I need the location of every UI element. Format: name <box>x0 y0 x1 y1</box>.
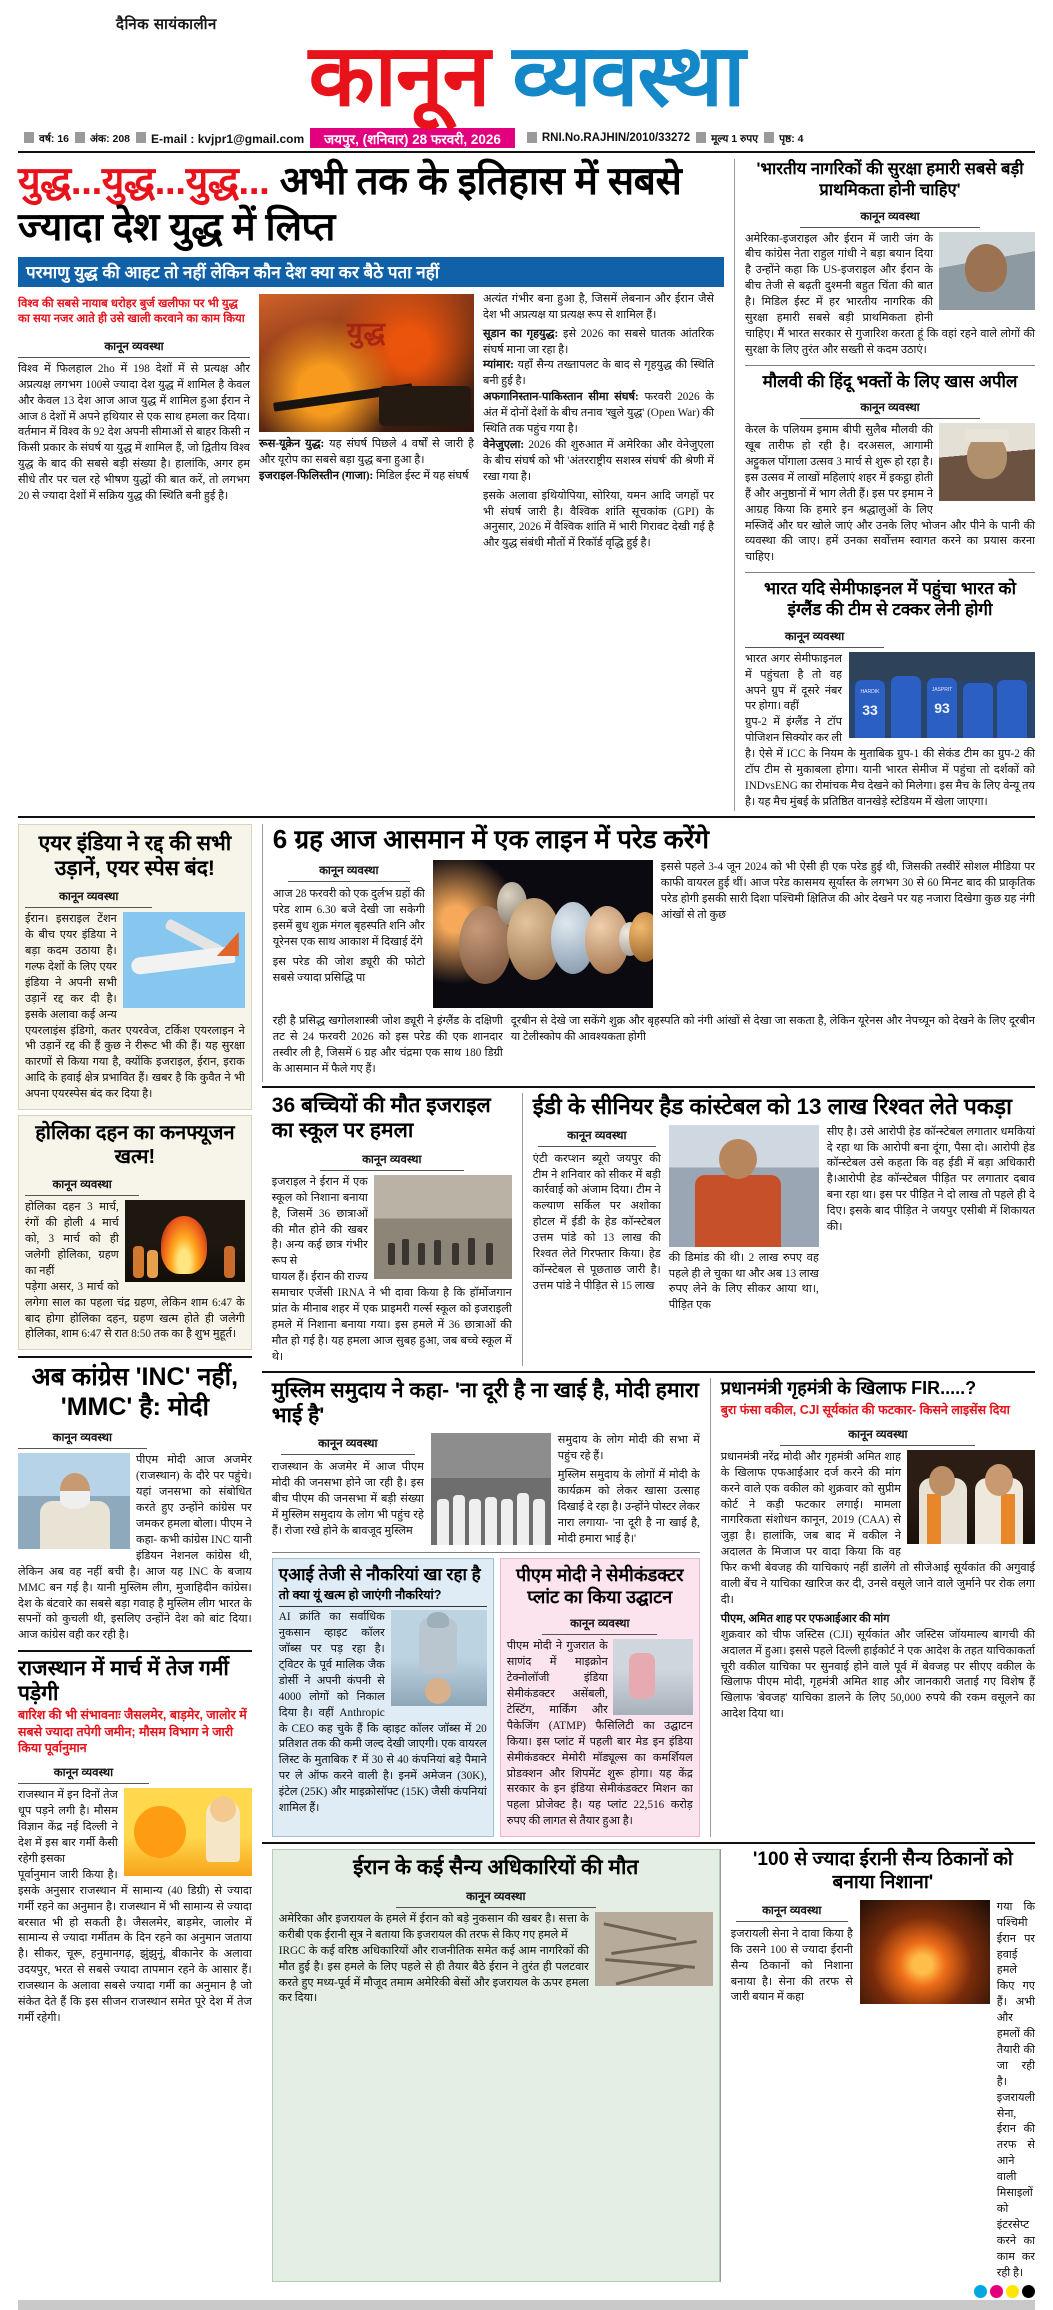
story-semiconductor-plant <box>500 1558 700 1837</box>
bonfire-flame-shape <box>161 1216 207 1274</box>
fir-subtext: पीएम, अमित शाह पर एफआईआर की मांग <box>720 1612 890 1625</box>
byline: कानून व्यवस्था <box>25 886 152 908</box>
jersey-name-label: JASPRIT <box>931 686 953 693</box>
modi-shah-photo <box>907 1450 1035 1544</box>
cmyk-dot-cyan <box>974 2285 987 2298</box>
left-column-zone-two <box>18 824 262 2282</box>
iranofficers-headline: ईरान के कई सैन्य अधिकारियों की मौत <box>353 1856 639 1880</box>
lead-subbar: परमाणु युद्ध की आहट तो नहीं लेकिन कौन देश क्या कर बैठे पता नहीं <box>18 257 724 287</box>
iranofficers-text-2: IRGC के कई वरिष्ठ अधिकारियों और राजनीतिक समेत कई आम नागरिकों की मौत हुई है। इस हमले के लिए पहले से ही तैयार बैठे ईरान ने तुरंत ही पलटवार करते हुए मध्य-पूर्व में मौजूद तमाम अमेरिकी बेसों और इजरायल के ऊपर हमला कर दिया। <box>278 1944 589 2005</box>
muslim-text-2b: मुस्लिम समुदाय के लोगों में मोदी के कार्यक्रम को लेकर खासा उत्साह दिखाई दे रहा है। उन्होंने पोस्टर लेकर नारा लगाया- 'ना दूरी है ना खाई है, मोदी हमारा भाई है।' <box>557 1468 700 1545</box>
lead-col1-text: विश्व में फिलहाल 2ho में 198 देशों में से प्रत्यक्ष और अप्रत्यक्ष लगभग 100से ज्यादा देश युद्ध में शामिल है केवल और केवल 13 देश आज आज युद्ध में शामिल हुआ ईरान ने आज 8 देशों में अपने हथियार से एक साथ हमला कर दिया। वर्तमान में विश्व के 92 देश अपनी सीमाओं से बाहर किसी न किसी प्रकार के संघर्ष या युद्ध में शामिल हैं, जो द्वितीय विश्व युद्ध के बाद की सबसे बड़ी संख्या है। हालांकि, अगर हम सीधे तौर पर चल रहे भीषण युद्धों की बात करें, तो लगभग 20 से ज्यादा देशों में सक्रिय युद्ध की स्थिति बनी हुई है। <box>18 362 250 503</box>
byline: कानून व्यवस्था <box>18 1427 147 1449</box>
lead-story <box>18 159 734 810</box>
dateline: जयपुर, (शनिवार) 28 फरवरी, 2026 <box>310 128 515 148</box>
cartoon-head-shape <box>210 1796 236 1822</box>
school-text-2: घायल हैं। ईरान की राज्य समाचार एजेंसी IRNA ने भी दावा किया है कि हॉर्मोजगान प्रांत के मीनाब शहर में एक प्राइमरी गर्ल्स स्कूल को इजराइली हमले में निशाना बनाया गया। इस हमले में 36 छात्राओं की मौत हो गई है। यह हमला आज सुबह हुआ, जब बच्चे स्कूल में थे। <box>271 1271 512 1363</box>
ed-text-3: सीए है। उसे आरोपी हेड कॉन्स्टेबल लगातार धमकियां दे रहा था कि आरोपी बना दूंगा, पैसा दो। आरोपी हेड कॉन्स्टेबल उसे कहता कि वह ईडी में बड़ा अधिकारी है।आरोपी हेड कॉन्स्टेबल पीड़ित पर लगातार दबाव बना रहा था। इस पर पीड़ित ने दो लाख तो पहले ही दे दिए। इसके बाद पीड़ित ने जयपुर एसीबी में शिकायत की। <box>826 1125 1035 1234</box>
lead-column-1 <box>18 292 250 553</box>
lead-col2-title-1: रूस-यूक्रेन युद्ध: <box>259 437 325 450</box>
bottom-bar <box>18 2300 1035 2310</box>
ed-column-2 <box>669 1125 819 1315</box>
byline: कानून व्यवस्था <box>780 1424 975 1446</box>
strike-headline: '100 से ज्यादा ईरानी सैन्य ठिकानों को बनाया निशाना' <box>752 1849 1013 1893</box>
story-muslim-community <box>272 1378 700 1548</box>
fir-subhead: बुरा फंसा वकील, CJI सूर्यकांत की फटकार- किसने लाइसेंस दिया <box>720 1402 1010 1417</box>
ai-subhead: तो क्या यूं खत्म हो जाएंगी नौकरियां? <box>278 1588 442 1603</box>
ai-robot-photo <box>391 1610 487 1706</box>
maulvi-text: केरल के पलियम इमाम बीपी सुलैब मौलवी की खूब तारीफ हो रही है। दरअसल, आगामी अट्टुकल पोंगाला उत्सव 3 मार्च से शुरू हो रहा है। इस उत्सव में लाखों महिलाएं शहर में इकट्ठा होती हैं और अनुष्ठानों में भाग लेती हैं। इस पर इमाम ने आग्रह किया कि हमारे इन श्रद्धालुओं के लिए मस्जिदें और घर खोले जाएं और उनके लिए भोजन और पीने के पानी की व्यवस्था की जाए। हमें उनका सर्वोत्तम स्वागत करने का प्रयास करना चाहिए। <box>745 424 1035 564</box>
lead-col3-items <box>483 327 714 486</box>
planets-text-2: इससे पहले 3-4 जून 2024 को भी ऐसी ही एक परेड हुई थी, जिसकी तस्वीरें सोशल मीडिया पर काफी वायरल हुई थीं। आज परेड कासमय सूर्यास्त के लगभग 30 से 60 मिनट बाद की प्राकृतिक परेड होगी इसकी सारी दिशा पश्चिमी क्षितिज की ओर देखने पर यह नजारा दिखेगा कुछ ग्रह नंगी आंखों से तो कुछ <box>660 860 1035 921</box>
sudan-text: इसे 2026 का सबसे घातक आंतरिक संघर्ष माना जा रहा है। <box>483 327 714 356</box>
afghan-pak-label: अफगानिस्तान-पाकिस्तान सीमा संघर्ष: <box>483 391 639 404</box>
afghan-pak-text: फरवरी 2026 के अंत में दोनों देशों के बीच तनाव 'खुले युद्ध' (Open War) की स्थिति तक पहुंच गया है। <box>483 391 714 436</box>
lead-headline-red: युद्ध...युद्ध...युद्ध... <box>18 160 270 204</box>
planets-text-2b: दूरबीन से देखे जा सकेंगे शुक्र और बृहस्पति को नंगी आंखों से देखा जा सकता है, लेकिन यूरेनस और नेपच्यून को देखने के लिए दूरबीन या टेलीस्कोप की आवश्यकता होगी <box>510 1014 1035 1043</box>
planet-parade-photo <box>433 860 653 1008</box>
planets-text-1b: इस परेड की जोश ड्यूरी की फोटो सबसे ज्यादा प्रसिद्धि पा <box>272 955 425 984</box>
worker-shape <box>629 1653 655 1699</box>
info-bar <box>18 128 1035 148</box>
cmyk-dot-black <box>1022 2285 1035 2298</box>
byline: कानून व्यवस्था <box>800 397 980 419</box>
logo-word-vyavastha: व्यवस्था <box>512 28 745 124</box>
airindia-headline: एयर इंडिया ने रद्द की सभी उड़ानें, एयर स्पेस बंद! <box>38 831 232 880</box>
byline: कानून व्यवस्था <box>542 1613 657 1635</box>
lead-col2-title-2: इजराइल-फिलिस्तीन (गाजा): <box>259 469 374 482</box>
maulvi-headline: मौलवी की हिंदू भक्तों के लिए खास अपील <box>762 371 1018 391</box>
ed-column-3 <box>827 1125 1035 1315</box>
iran-strike-fire-photo <box>860 1900 990 2004</box>
byline: कानून व्यवस्था <box>396 1886 596 1908</box>
school-attack-photo <box>374 1175 512 1279</box>
muslim-column-1 <box>272 1433 424 1547</box>
story-iran-officers-killed <box>272 1849 720 2281</box>
myanmar-text: यहाँ सैन्य तख्तापलट के बाद से गृहयुद्ध की स्थिति बनी हुई है। <box>483 359 714 388</box>
air-india-plane-photo <box>123 912 245 1008</box>
lead-col2-body-1: यह संघर्ष पिछले 4 वर्षों से जारी है और यूरोप का सबसे बड़ा युद्ध बना हुआ है। <box>259 437 474 466</box>
holika-text-2: पड़ेगा असर, 3 मार्च को लगेगा साल का पहला चंद्र ग्रहण, लेकिन शाम 6:47 के बाद होगा होलिका दहन, ग्रहण खत्म होते ही जलेगी होलिका, शाम 6:47 से रात 8:50 तक का है शुभ मुहूर्त। <box>25 1280 245 1341</box>
heat-text-1: राजस्थान में इन दिनों तेज धूप पड़ने लगी है। मौसम विज्ञान केंद्र नई दिल्ली ने देश में इस बार गर्मी कैसी रहेगी इसका <box>18 1789 118 1865</box>
sun-icon <box>134 1806 186 1858</box>
story-inc-mmc <box>18 1362 252 1644</box>
ed-accused-photo <box>669 1125 819 1247</box>
story-rajasthan-heat <box>18 1656 252 2027</box>
human-face-shape <box>425 1678 451 1704</box>
war-debris-photo <box>595 1912 713 1986</box>
square-bullet-icon <box>24 132 34 143</box>
zone-four <box>262 1378 1035 1838</box>
heat-subhead: बारिश की भी संभावनाः जैसलमेर, बाड़मेर, जालोर में सबसे ज्यादा तपेगी जमीन; मौसम विभाग ने जारी किया पूर्वानुमान <box>18 1707 247 1756</box>
ed-text-1: एंटी करप्शन ब्यूरो जयपुर की टीम ने शनिवार को सीकर में बड़ी कार्रवाई को अंजाम दिया। टीम ने कल्याण सर्किल पर अशोका होटल में ईडी के हेड कॉन्स्टेबल उत्तम पांडे को 13 लाख की रिश्वत लेते गिरफ्तार किया। हेड कॉन्स्टेबल से पूछताछ जारी है। उत्तम पांडे ने पीड़ित से 15 लाख <box>532 1152 661 1292</box>
issue-number: अंक: 208 <box>90 133 131 146</box>
shawl-shape <box>1001 1494 1015 1544</box>
right-sidebar-top <box>734 159 1035 810</box>
tank-body-shape <box>379 386 471 426</box>
byline: कानून व्यवस्था <box>18 1762 149 1784</box>
byline: कानून व्यवस्था <box>320 1149 464 1171</box>
strike-text-1: इजरायली सेना ने दावा किया है कि उसने 100 से ज्यादा ईरानी सैन्य ठिकानों को निशाना बनाया है। सेना की तरफ से जारी बयान में कहा <box>730 1927 853 2004</box>
heat-text-2: पूर्वानुमान जारी किया है। इसके अनुसार राजस्थान में सामान्य (40 डिग्री) से ज्यादा गर्मी रहने का अनुमान है। राजस्थान में भी सामान्य से ज्यादा बरसात भी हो सकती है। जैसलमेर, बाड़मेर, जालोर में सामान्य से ज्यादा गर्मीतम के दिन रहने का अनुमान जताया है। सीकर, चूरू, हनुमानगढ़, झुंझुनूं, बीकानेर के अलावा उदयपुर, भरत से सबसे ज्यादा तापमान रहने के आसार हैं। राजस्थान के अलावा सबसे ज्यादा गर्मी का अनुमान है जो संकेत देते हैं कि इस सीजन राजस्थान समेत पूरे देश में तेज गर्मी रहेगी। <box>18 1868 252 2024</box>
person-silhouette <box>147 1250 158 1278</box>
lead-col3-closing: इसके अलावा इथियोपिया, सोरिया, यमन आदि जगहों पर भी संघर्ष जारी है। वैश्विक शांति सूचकांक (GPI) के अनुसार, 2026 में वैश्विक शांति में भारी गिरावट देखी गई है और युद्ध संबंधी मौतों में रिकॉर्ड वृद्धि हुई है। <box>483 489 714 550</box>
square-bullet-icon <box>527 132 537 143</box>
cmyk-dot-yellow <box>1006 2285 1019 2298</box>
jersey-number-label: 93 <box>934 699 950 716</box>
cmyk-registration-marks <box>18 2282 1035 2298</box>
story-ed-constable-bribe <box>522 1093 1035 1366</box>
zone-four-boxes <box>272 1558 700 1837</box>
fir-text-2: शुक्रवार को चीफ जस्टिस (CJI) सूर्यकांत और जस्टिस जॉयमाल्य बागची की अदालत में हुआ। इससे पहले दिल्ली हाईकोर्ट ने एक आदेश के तहत याचिकाकर्ता चूरी वकील याचिका पर सुनवाई होने वाले पूर्व में बेवजह पर सीएए वकील के खिलाफ पीएम मोदी, गृहमंत्री अमित शाह और जानकारी जताई गए विशेष हैं खिलाफ 'बेवजह' याचिका डालने के लिए 50,000 रुपये की रकम वसूलने का आदेश दिया था। <box>720 1628 1035 1721</box>
story-fir-pm-hm <box>710 1378 1035 1838</box>
head-shape <box>985 1464 1013 1496</box>
vest-shape <box>695 1175 781 1247</box>
masthead-kicker: दैनिक सायंकालीन <box>116 16 217 33</box>
fir-text-1: प्रधानमंत्री नरेंद्र मोदी और गृहमंत्री अमित शाह के खिलाफ एफआईआर दर्ज करने की मांग करने वाले एक वकील को शुक्रवार को सुप्रीम कोर्ट ने कड़ी फटकार लगाई। मामला नागरिकता संशोधन कानून, 2019 (CAA) से जुड़ा है। हालांकि, जब बाद में वकील ने अदालत के मिजाज पर वादा किया कि वह फिर कभी बेवजह की याचिकाएं नहीं डालेंगे तो सीजेआई सूर्यकांत की अगुवाई वाली बेंच ने याचिका खारिज कर दी, उनसे वसूले जाने वाले जुर्माने पर रोक लगा दी। <box>720 1450 1036 1606</box>
head-shape <box>719 1139 757 1179</box>
byline: कानून व्यवस्था <box>281 1433 415 1455</box>
semiconductor-text: पीएम मोदी ने गुजरात के साणंद में माइक्रोन टेक्नोलॉजी इंडिया सेमीकंडक्टर असेंबली, टेस्टिंग, मार्किंग और पैकेजिंग (ATMP) फैसिलिटी का उद्घाटन किया। इस प्लांट में पहली बार मेड इन इंडिया सेमीकंडक्टर मेमोरी मॉड्यूल्स का कमर्शियल प्रोडक्शन और शिपमेंट शुरू होगा। यह केंद्र सरकार के इन इंडिया सेमीकंडक्टर मिशन का पहला प्रोजेक्ट है। यह प्लांट 22,516 करोड़ रुपए की लागत से तैयार हुआ है। <box>506 1640 693 1828</box>
byline: कानून व्यवस्था <box>288 860 410 882</box>
sudan-label: सूडान का गृहयुद्ध: <box>483 327 559 340</box>
iranofficers-text-1: अमेरिका और इजरायल के हमले में ईरान को बड़े नुकसान की खबर है। सत्ता के करीबी एक ईरानी सूत्र ने बताया कि इजरायल की तरफ से किए गए हमले में <box>278 1912 589 1941</box>
muslim-column-2 <box>558 1433 700 1547</box>
ed-text-2: की डिमांड की थी। 2 लाख रुपए वह पहले ही ले चुका था और अब 13 लाख रुपए लेने के लिए सीकर आया था।, पीड़ित एक <box>668 1251 819 1312</box>
lead-kicker-red: विश्व की सबसे नायाब धरोहर बुर्ज खलीफा पर भी युद्ध का सया नजर आते ही उसे खाली करवाने का काम किया <box>18 297 245 326</box>
inc-headline: अब कांग्रेस 'INC' नहीं, 'MMC' है: मोदी <box>31 1363 239 1422</box>
story-school-attack <box>262 1093 522 1366</box>
square-bullet-icon <box>764 132 774 143</box>
semiconductor-headline: पीएम मोदी ने सेमीकंडक्टर प्लांट का किया उद्घाटन <box>515 1565 684 1608</box>
price: मूल्य 1 रुपए <box>711 133 759 146</box>
person-silhouette <box>224 1246 235 1278</box>
byline: कानून व्यवस्था <box>538 1125 656 1147</box>
holika-bonfire-photo <box>125 1200 245 1282</box>
lead-zone <box>18 159 1035 810</box>
lead-headline <box>18 159 724 249</box>
lead-col3-intro: अत्यंत गंभीर बना हुआ है, जिसमें लेबनान और ईरान जैसे देश भी अप्रत्यक्ष या प्रत्यक्ष रूप से शामिल हैं। <box>483 292 714 321</box>
inc-text: पीएम मोदी आज अजमेर (राजस्थान) के दौरे पर पहुंचे। यहां जनसभा को संबोधित करते हुए उन्होंने कांग्रेस पर जमकर हमला बोला। पीएम ने कहा- कभी कांग्रेस INC यानी इंडियन नेशनल कांग्रेस थी, लेकिन अब वह नहीं बची है। आज यह INC के बजाय MMC बन गई है। यानी मुस्लिम लीग, मुजाहिदीन कांग्रेस। देश के बंटवारे का सबसे बड़ा गवाह है मुस्लिम लीग भारत के सपनों को कुचली थी, इसलिए उन्होंने देश को बांट दिया। आज कांग्रेस वही कर रही है। <box>18 1454 252 1642</box>
shawl-shape <box>927 1494 941 1544</box>
square-bullet-icon <box>136 132 146 143</box>
story-ai-jobs <box>272 1558 494 1837</box>
strike-column-2 <box>997 1900 1035 2282</box>
ed-headline: ईडी के सीनियर हैड कांस्टेबल को 13 लाख रिश्वत लेते पकड़ा <box>532 1093 1012 1119</box>
masthead-logo <box>18 28 1035 124</box>
ed-column-1 <box>533 1125 661 1315</box>
muslim-headline: मुस्लिम समुदाय ने कहा- 'ना दूरी है ना खाई है, मोदी हमारा भाई है' <box>271 1378 699 1427</box>
maulvi-photo <box>939 423 1035 501</box>
holika-headline: होलिका दहन का कनफ्यूजन खत्म! <box>35 1122 235 1168</box>
story-planet-parade <box>262 824 1035 1082</box>
cmyk-dot-magenta <box>990 2285 1003 2298</box>
square-bullet-icon <box>696 132 706 143</box>
byline: कानून व्यवस्था <box>736 1900 848 1922</box>
school-headline: 36 बच्चियों की मौत इजराइल का स्कूल पर हमला <box>271 1093 491 1143</box>
story-rahul-gandhi <box>745 159 1035 359</box>
rahul-gandhi-photo <box>939 232 1035 310</box>
cricket-headline: भारत यदि सेमीफाइनल में पहुंचा भारत को इंग्लैंड की टीम से टक्कर लेनी होगी <box>763 579 1016 620</box>
semiconductor-plant-photo <box>613 1639 693 1715</box>
lead-col2-body-2: मिडिल ईस्ट में यह संघर्ष <box>376 469 469 482</box>
ai-text: AI क्रांति का सर्वाधिक नुकसान व्हाइट कॉलर जॉब्स पर पड़ रहा है। ट्विटर के पूर्व मालिक जैक डोर्सी ने अपनी कंपनी से 4000 लोगों को निकाल दिया है। वहीं Anthropic के CEO कह चुके हैं कि व्हाइट कॉलर जॉब्स में 20 प्रतिशत तक की कमी जल्द देखी जाएगी। एक वायरल लिस्ट के मुताबिक ₹ में 30 से 40 कंपनियां बड़े पैमाने पर ले ऑफ करने वाली है। इनमें अमेजन (30K), इंटेल (25K) और माइक्रोसॉफ्ट (15K) जैसी कंपनियां शामिल हैं। <box>278 1611 487 1815</box>
byline: कानून व्यवस्था <box>745 626 884 648</box>
planets-column-1 <box>273 860 425 1012</box>
airindia-text: ईरान। इसराइल टेंशन के बीच एयर इंडिया ने बड़ा कदम उठाया है। गल्फ देशों के लिए एयर इंडिया ने अपनी सभी उड़ानें रद्द कर दी है। इसके अलावा कई अन्य एयरलाइंस इंडिगो, कतर एयरवेज, टर्किश एयरलाइन ने भी उड़ानें रद्द की हैं कुछ ने रीरूट भी की हैं। यह सुरक्षा कारणों से किया गया है, क्योंकि इजराइल, ईरान, इराक आदि के हवाई क्षेत्र प्रभावित हैं। खबर है कि कुवैत ने भी अपना एयरस्पेस बंद कर दिया है। <box>25 913 245 1101</box>
holika-text-1: होलिका दहन 3 मार्च, रंगों की होली 4 मार्च को, 3 मार्च को ही जलेगी होलिका, ग्रहण का नहीं <box>25 1201 119 1277</box>
head-shape <box>929 1466 955 1496</box>
photo-watermark: युद्ध <box>346 316 387 347</box>
page-count: पृष्ठ: 4 <box>779 133 804 146</box>
venezuela-label: वेनेजुएला: <box>483 438 525 451</box>
venezuela-text: 2026 की शुरुआत में अमेरिका और वेनेजुएला के बीच संघर्ष को भी 'अंतरराष्ट्रीय सशस्त्र संघर्ष' की श्रेणी में रखा गया है। <box>483 438 714 483</box>
planets-column-2 <box>661 860 1035 1012</box>
byline: कानून व्यवस्था <box>18 336 250 358</box>
strike-column-1 <box>731 1900 853 2282</box>
lead-headline-black: अभी तक के इतिहास में सबसे ज्यादा देश युद्ध में लिप्त <box>18 160 682 249</box>
jersey-name-label: HARDIK <box>860 688 880 695</box>
cricket-text-2: ग्रुप-2 में इंग्लैंड ने टॉप पोजिशन सिक्योर कर ली है। ऐसे में ICC के नियम के मुताबिक ग्रुप-1 की सेकंड टीम का ग्रुप-2 की टॉप टीम से मुकाबला होगा। यानी भारत सेमीज में पहुंचा तो दर्शकों को INDvsENG का रोमांचक मैच देखने को मिलेगा। इस मैच के लिए वेन्यू तय है। यह मैच मुंबई के प्रतिष्ठित वानखेड़े स्टेडियम में खेला जाएगा। <box>745 716 1035 808</box>
issue-year: वर्ष: 16 <box>39 133 69 146</box>
person-silhouette <box>133 1246 144 1278</box>
masthead <box>18 8 1035 124</box>
jersey-number-label: 33 <box>862 701 878 718</box>
myanmar-label: म्यांमार: <box>483 359 514 372</box>
ai-headline: एआई तेजी से नौकरियां खा रहा है <box>278 1565 481 1585</box>
planets-headline: 6 ग्रह आज आसमान में एक लाइन में परेड करेंगे <box>272 823 709 854</box>
planets-text-1: आज 28 फरवरी को एक दुर्लभ ग्रहों की परेड शाम 6.30 बजे देखी जा सकेगी इसमें बुध शुक्र मंगल बृहस्पति शनि और यूरेनस एक साथ आकाश में दिखाई देंगे <box>272 887 425 948</box>
war-tank-photo <box>259 294 474 432</box>
hot-weather-cartoon-photo <box>124 1788 252 1876</box>
pm-modi-rally-photo <box>18 1453 130 1549</box>
lead-column-2 <box>259 292 474 553</box>
center-column-zone-four <box>262 1378 710 1838</box>
fir-headline: प्रधानमंत्री गृहमंत्री के खिलाफ FIR.....? <box>720 1377 977 1398</box>
byline: कानून व्यवस्था <box>25 1174 139 1196</box>
center-right-zone <box>262 824 1035 2282</box>
muslim-rally-crowd-photo <box>431 1433 551 1545</box>
zone-five <box>262 1849 1035 2281</box>
cricket-text-1: भारत अगर सेमीफाइनल में पहुंचता है तो वह अपने ग्रुप में दूसरे नंबर पर होगा। वहीं <box>745 652 842 713</box>
planets-text-1c: रही है प्रसिद्ध खगोलशास्त्री जोश ड्यूरी ने इंग्लैंड के दक्षिणी तट से 24 फरवरी 2026 को इस परेड की एक शानदार तस्वीर ली है, जिसमें 6 ग्रह और चंद्रमा एक साथ 180 डिग्री के आसमान में फैले गए हैं। <box>272 1014 503 1075</box>
story-india-semifinal <box>745 578 1035 811</box>
rni-number: RNI.No.RAJHIN/2010/33272 <box>541 132 691 145</box>
school-text-1: इजराइल ने ईरान में एक स्कूल को निशाना बनाया है, जिसमें 36 छात्राओं की मौत होने की खबर है। अन्य कई छात्र गंभीर रूप से <box>271 1175 368 1268</box>
lead-column-3 <box>483 292 714 553</box>
story-holika-dahan <box>18 1115 252 1350</box>
byline: कानून व्यवस्था <box>800 206 980 228</box>
muslim-photo-column <box>431 1433 551 1547</box>
muslim-text-1: राजस्थान के अजमेर में आज पीएम मोदी की जनसभा होने जा रही है। इस बीच पीएम की जनसभा में बड़ी संख्या में मुस्लिम समुदाय के लोग भी पहुंच रहे हैं। रोजा रखे होने के बावजूद मुस्लिम <box>271 1461 424 1537</box>
rahul-headline: 'भारतीय नागरिकों की सुरक्षा हमारी सबसे बड़ी प्राथमिकता होनी चाहिए' <box>756 160 1024 199</box>
logo-word-kanoon: कानून <box>308 28 490 124</box>
lead-col2-text <box>259 437 474 485</box>
robot-head-shape <box>427 1612 449 1628</box>
square-bullet-icon <box>75 132 85 143</box>
india-cricket-team-photo <box>849 652 1035 738</box>
zone-two <box>18 824 1035 2282</box>
heat-headline: राजस्थान में मार्च में तेज गर्मी पड़ेगी <box>18 1657 229 1706</box>
story-air-india <box>18 824 252 1110</box>
rahul-text: अमेरिका-इजराइल और ईरान में जारी जंग के बीच कांग्रेस नेता राहुल गांधी ने बड़ा बयान दिया है उन्होंने कहा कि US-इजराइल और ईरान के बीच तेजी से बढ़ती दुश्मनी बहुत चिंता की बात है। मिडिल ईस्ट में हर भारतीय नागरिक की सुरक्षा हमारी सबसे बड़ी प्राथमिकता होनी चाहिए। मैं भारत सरकार से गुजारिश करता हूं कि वहां रहने वाले लोगों की सुरक्षा के लिए तुरंत और सख्ती से कदम उठाएं। <box>745 232 1035 356</box>
email-address[interactable]: E-mail : kvjpr1@gmail.com <box>151 132 305 147</box>
story-maulvi-appeal <box>745 371 1035 566</box>
story-iran-strike-targets <box>720 1849 1035 2281</box>
strike-text-2: गया कि पश्चिमी ईरान पर हवाई हमले किए गए हैं। अभी और हमलों की तैयारी की जा रही है। इजरायली सेना, ईरान की तरफ से आने वाली मिसाइलों को इंटरसेप्ट करने का काम कर रही है। <box>996 1900 1036 2279</box>
muslim-text-2: समुदाय के लोग मोदी की सभा में पहुंच रहे हैं। <box>557 1434 700 1462</box>
plane-fuselage-shape <box>130 946 235 976</box>
zone-three <box>262 1093 1035 1366</box>
